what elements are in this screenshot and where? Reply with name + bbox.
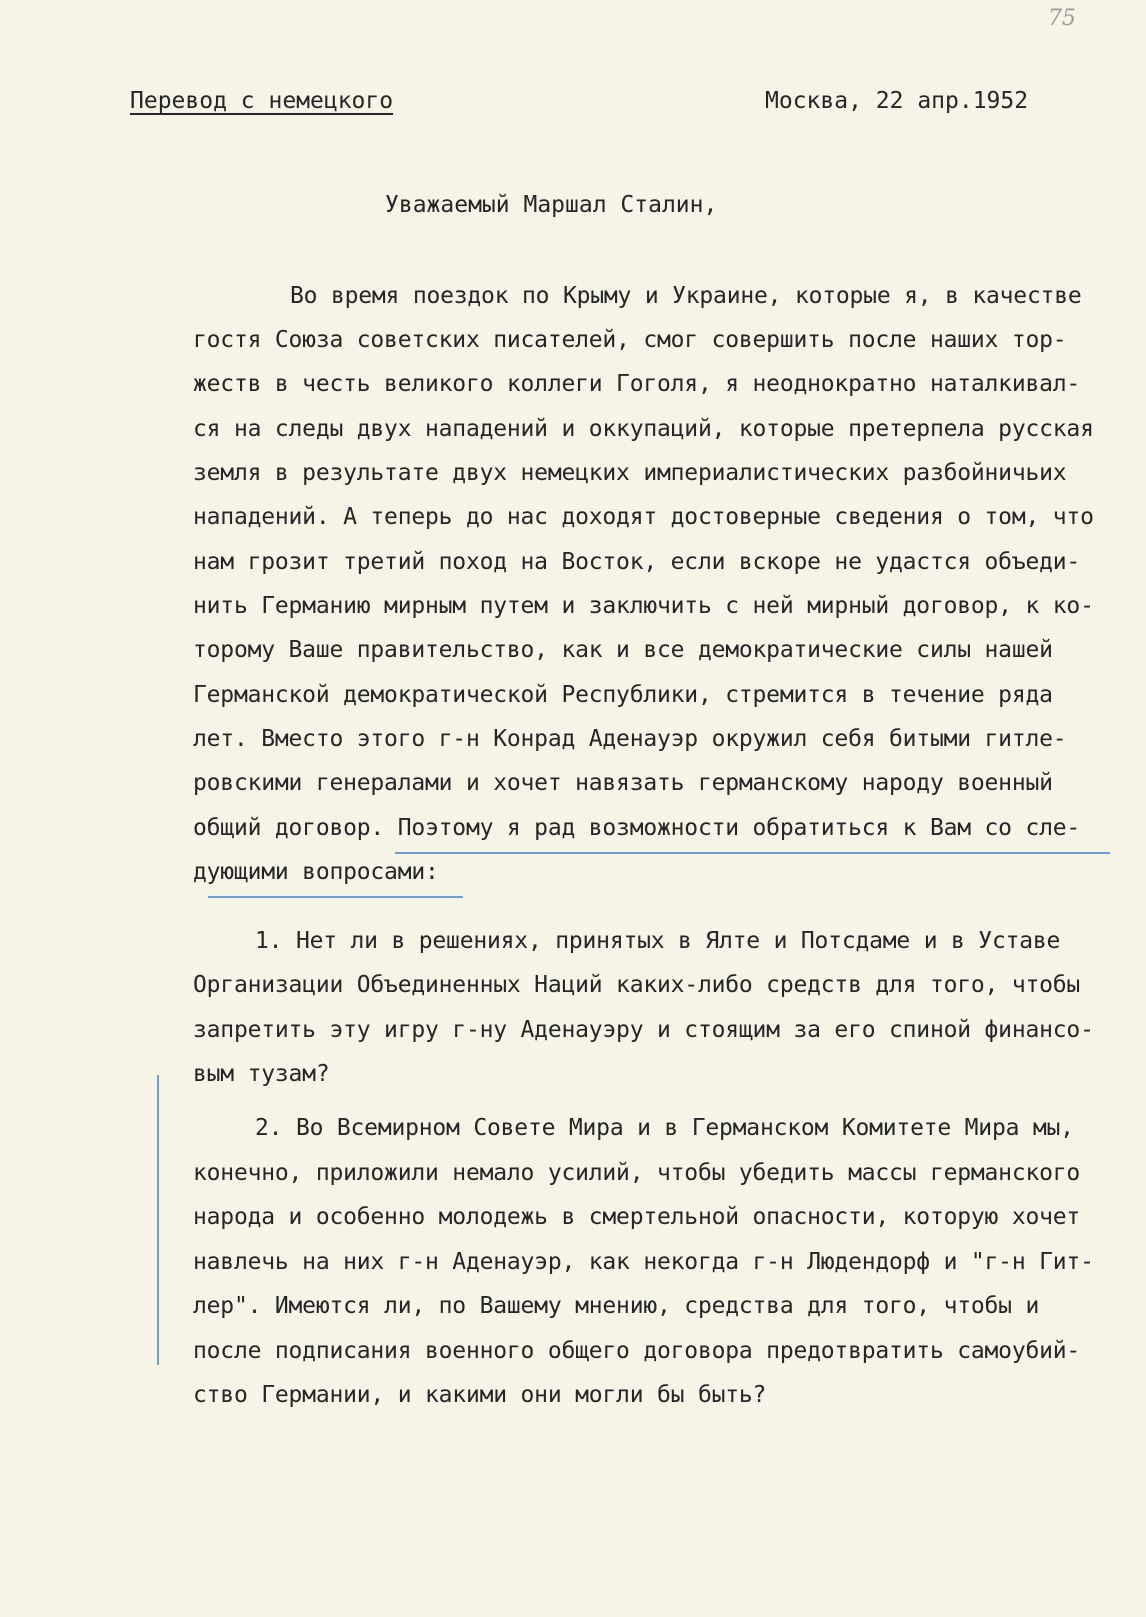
page-number: 75 (1048, 6, 1076, 31)
text-line: вым тузам? (193, 1061, 330, 1087)
text-line: Организации Объединенных Наций каких-либо средств для того, чтобы (193, 972, 1081, 998)
text-line: Во время поездок по Крыму и Украине, которые я, в качестве (290, 283, 1082, 309)
text-line: гостя Союза советских писателей, смог совершить после наших тор- (193, 327, 1067, 353)
text-line: нам грозит третий поход на Восток, если вскоре не удастся объеди- (193, 549, 1081, 575)
pencil-underline (395, 852, 1110, 854)
text-line: нападений. А теперь до нас доходят достоверные сведения о том, что (193, 504, 1094, 530)
text-line: Германской демократической Республики, стремится в течение ряда (193, 682, 1053, 708)
text-line: ровскими генералами и хочет навязать германскому народу военный (193, 770, 1053, 796)
text-line: конечно, приложили немало усилий, чтобы убедить массы германского (193, 1160, 1081, 1186)
text-line: 2. Во Всемирном Совете Мира и в Германском Комитете Мира мы, (255, 1115, 1074, 1141)
text-line: ство Германии, и какими они могли бы быть? (193, 1382, 767, 1408)
place-and-date: Москва, 22 апр.1952 (765, 88, 1029, 114)
text-line: запретить эту игру г-ну Аденауэру и стоящим за его спиной финансо- (193, 1017, 1094, 1043)
translation-note: Перевод с немецкого (130, 88, 394, 114)
salutation: Уважаемый Маршал Сталин, (385, 192, 718, 218)
text-line: лер". Имеются ли, по Вашему мнению, средства для того, чтобы и (193, 1293, 1040, 1319)
text-line: лет. Вместо этого г-н Конрад Аденауэр окружил себя битыми гитле- (193, 726, 1067, 752)
text-line: народа и особенно молодежь в смертельной опасности, которую хочет (193, 1204, 1081, 1230)
text-line: дующими вопросами: (193, 859, 439, 885)
text-line: 1. Нет ли в решениях, принятых в Ялте и Потсдаме и в Уставе (255, 928, 1061, 954)
text-line: торому Ваше правительство, как и все демократические силы нашей (193, 637, 1053, 663)
pencil-underline (208, 896, 463, 898)
text-line: земля в результате двух немецких империалистических разбойничьих (193, 460, 1067, 486)
text-line: общий договор. Поэтому я рад возможности обратиться к Вам со сле- (193, 815, 1081, 841)
text-line: жеств в честь великого коллеги Гоголя, я неоднократно наталкивал- (193, 371, 1081, 397)
text-line: навлечь на них г-н Аденауэр, как некогда г-н Людендорф и "г-н Гит- (193, 1249, 1094, 1275)
text-line: нить Германию мирным путем и заключить с ней мирный договор, к ко- (193, 593, 1094, 619)
text-line: после подписания военного общего договора предотвратить самоубий- (193, 1338, 1081, 1364)
text-line: ся на следы двух нападений и оккупаций, которые претерпела русская (193, 416, 1094, 442)
pencil-margin-mark (157, 1075, 159, 1365)
